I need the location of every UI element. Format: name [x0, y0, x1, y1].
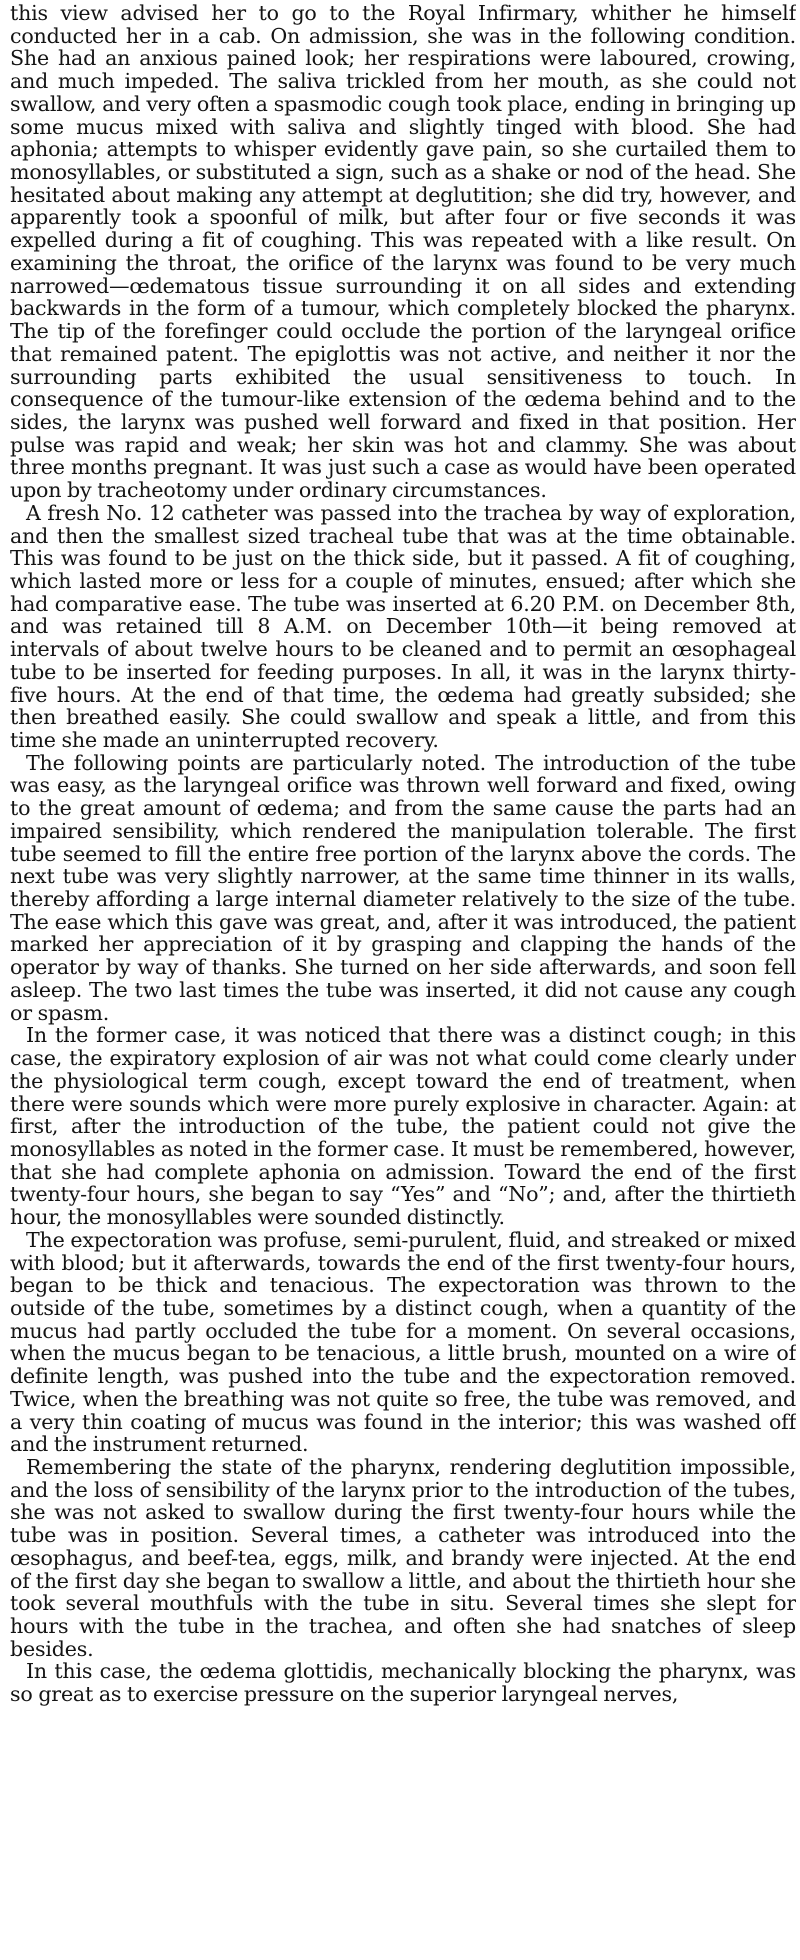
- paragraph-feeding: Remembering the state of the pharynx, rendering deglutition impossible, and the loss of sensibility of the larynx prior to the introduction of the tubes, she was not asked to swallow during the first twenty-four hours while the tube was in position. Several times, a catheter was introduced into the œsophagus, and beef-tea, eggs, milk, and brandy were injected. At the end of the first day she began to swallow a little, and about the thirtieth hour she took several mouthfuls with the tube in situ. Several times she slept for hours with the tube in the trachea, and often she had snatches of sleep besides.: [10, 1455, 796, 1661]
- paragraph-admission-condition: this view advised her to go to the Royal Infirmary, whither he himself conducted her in a cab. On admission, she was in the following condition. She had an anxious pained look; her respirations were laboured, crowing, and much impeded. The saliva trickled from her mouth, as she could not swallow, and very often a spasmodic cough took place, ending in bringing up some mucus mixed with saliva and slightly tinged with blood. She had aphonia; attempts to whisper evidently gave pain, so she curtailed them to monosyllables, or substituted a sign, such as a shake or nod of the head. She hesitated about making any attempt at deglutition; she did try, however, and apparently took a spoonful of milk, but after four or five seconds it was expelled during a fit of coughing. This was repeated with a like result. On examining the throat, the orifice of the larynx was found to be very much narrowed—œdematous tissue surrounding it on all sides and extending backwards in the form of a tumour, which completely blocked the pharynx. The tip of the forefinger could occlude the portion of the laryngeal orifice that remained patent. The epiglottis was not active, and neither it nor the surrounding parts exhibited the usual sensitiveness to touch. In consequence of the tumour-like extension of the œdema behind and to the sides, the larynx was pushed well forward and fixed in that position. Her pulse was rapid and weak; her skin was hot and clammy. She was about three months pregnant. It was just such a case as would have been operated upon by tracheotomy under ordinary circumstances.: [10, 2, 796, 503]
- document-page: [10, 2, 796, 1956]
- paragraph-points-noted: The following points are particularly noted. The introduction of the tube was easy, as the laryngeal orifice was thrown well forward and fixed, owing to the great amount of œdema; and from the same cause the parts had an impaired sensibility, which rendered the manipulation tolerable. The first tube seemed to fill the entire free portion of the larynx above the cords. The next tube was very slightly narrower, at the same time thinner in its walls, thereby affording a large internal diameter relatively to the size of the tube. The ease which this gave was great, and, after it was introduced, the patient marked her appreciation of it by grasping and clapping the hands of the operator by way of thanks. She turned on her side afterwards, and soon fell asleep. The two last times the tube was inserted, it did not cause any cough or spasm.: [10, 750, 796, 1025]
- paragraph-oedema-glottidis: In this case, the œdema glottidis, mechanically blocking the pharynx, was so great as to exercise pressure on the superior laryngeal nerves,: [10, 1659, 796, 1707]
- paragraph-cough-comparison: In the former case, it was noticed that there was a distinct cough; in this case, the expiratory explosion of air was not what could come clearly under the physiological term cough, except toward the end of treatment, when there were sounds which were more purely explosive in character. Again: at first, after the introduction of the tube, the patient could not give the monosyllables as noted in the former case. It must be remembered, however, that she had complete aphonia on admission. Toward the end of the first twenty-four hours, she began to say “Yes” and “No”; and, after the thirtieth hour, the monosyllables were sounded distinctly.: [10, 1023, 796, 1230]
- paragraph-expectoration: The expectoration was profuse, semi-purulent, fluid, and streaked or mixed with blood; but it afterwards, towards the end of the first twenty-four hours, began to be thick and tenacious. The expectoration was thrown to the outside of the tube, sometimes by a distinct cough, when a quantity of the mucus had partly occluded the tube for a moment. On several occasions, when the mucus began to be tenacious, a little brush, mounted on a wire of definite length, was pushed into the tube and the expectoration removed. Twice, when the breathing was not quite so free, the tube was removed, and a very thin coating of mucus was found in the interior; this was washed off and the instrument returned.: [10, 1227, 796, 1457]
- paragraph-catheter-insertion: A fresh No. 12 catheter was passed into the trachea by way of exploration, and then the smallest sized tracheal tube that was at the time obtainable. This was found to be just on the thick side, but it passed. A fit of coughing, which lasted more or less for a couple of minutes, ensued; after which she had comparative ease. The tube was inserted at 6.20 P.M. on December 8th, and was retained till 8 A.M. on December 10th—it being removed at intervals of about twelve hours to be cleaned and to permit an œsophageal tube to be inserted for feeding purposes. In all, it was in the larynx thirty-five hours. At the end of that time, the œdema had greatly subsided; she then breathed easily. She could swallow and speak a little, and from this time she made an uninterrupted recovery.: [10, 500, 796, 752]
